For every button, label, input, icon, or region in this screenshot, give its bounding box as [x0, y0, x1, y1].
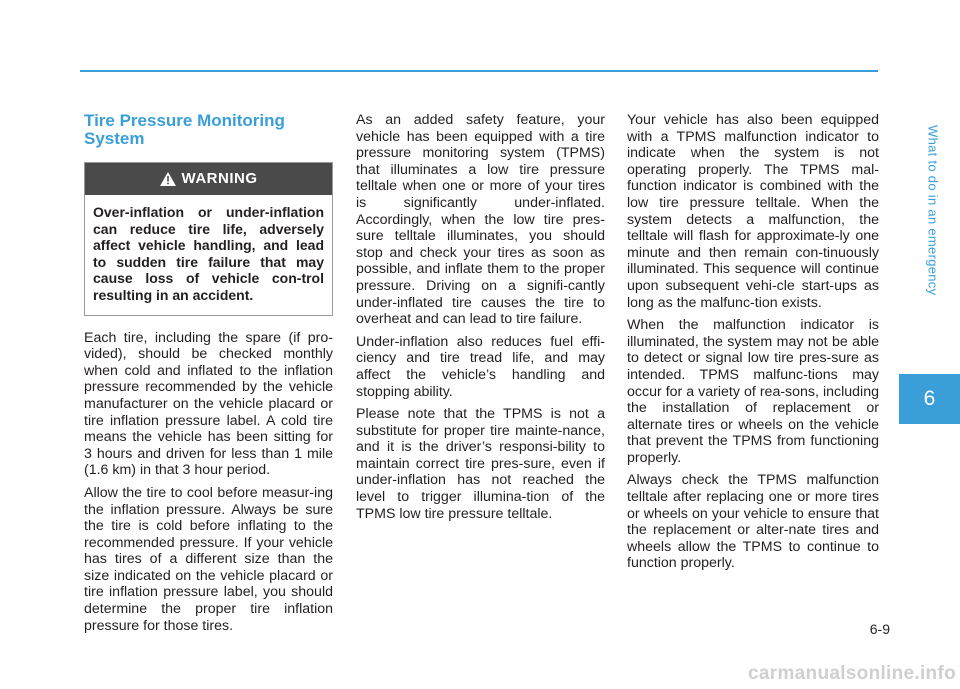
- paragraph: When the malfunction indicator is illuminated, the system may not be able to detect or signal low tire pres-sure as intended. TPMS malfunc-tions may occur for a variety of rea-sons, including the installation of replacement or alternate tires or wheels on the vehicle that prevent the TPMS from functioning properly.: [627, 317, 879, 466]
- paragraph: As an added safety feature, your vehicle has been equipped with a tire pressure monitoring system (TPMS) that illuminates a low tire pressure telltale when one or more of your tires is significantly under-inflated. Accordingly, when the low tire pres-sure telltale illuminates, you should stop and check your tires as soon as possible, and inflate them to the proper pressure. Driving on a signifi-cantly under-inflated tire causes the tire to overheat and can lead to tire failure.: [356, 112, 605, 328]
- top-rule: [80, 70, 878, 72]
- section-title: Tire Pressure Monitoring System: [84, 111, 285, 148]
- column-1: [84, 110, 333, 640]
- column-2: [356, 112, 605, 528]
- chapter-side-label: What to do in an emergency: [925, 124, 941, 296]
- chapter-number-tab[interactable]: [899, 374, 960, 424]
- chapter-number: 6: [923, 387, 936, 410]
- paragraph: Your vehicle has also been equipped with a TPMS malfunction indicator to indicate when the system is not operating properly. The TPMS mal-function indicator is combined with the low tire pressure telltale. When the system detects a malfunction, the telltale will flash for approximate-ly one minute and then remain con-tinuously illuminated. This sequence will continue upon subsequent vehi-cle start-ups as long as the malfunc-tion exists.: [627, 112, 879, 311]
- warning-box: [84, 162, 333, 316]
- warning-triangle-icon: [160, 172, 176, 186]
- warning-label: WARNING: [181, 169, 258, 187]
- paragraph: Please note that the TPMS is not a substitute for proper tire mainte-nance, and it is the driver’s responsi-bility to maintain correct tire pres-sure, even if under-inflation has not reached the level to trigger illumina-tion of the TPMS low tire pressure telltale.: [356, 406, 605, 522]
- column-3: [627, 112, 879, 578]
- warning-header: [85, 163, 332, 195]
- warning-text: Over-inflation or under-inflation can reduce tire life, adversely affect vehicle handling, and lead to sudden tire failure that may cause loss of vehicle con-trol resulting in an accident.: [93, 204, 324, 303]
- paragraph: Always check the TPMS malfunction telltale after replacing one or more tires or wheels on your vehicle to ensure that the replacement or alter-nate tires and wheels allow the TPMS to continue to function properly.: [627, 472, 879, 572]
- paragraph: Under-inflation also reduces fuel effi-ciency and tire tread life, and may affect the vehicle’s handling and stopping ability.: [356, 333, 605, 400]
- paragraph: Each tire, including the spare (if pro-vided), should be checked monthly when cold and inflated to the inflation pressure recommended by the vehicle manufacturer on the vehicle placard or tire inflation pressure label. A cold tire means the vehicle has been sitting for 3 hours and driven for less than 1 mile (1.6 km) in that 3 hour period.: [84, 329, 333, 479]
- watermark: carmanualsonline.info: [748, 663, 956, 684]
- paragraph: Allow the tire to cool before measur-ing the inflation pressure. Always be sure the tire is cold before inflating to the recommended pressure. If your vehicle has tires of a different size than the size indicated on the vehicle placard or tire inflation pressure label, you should determine the proper tire inflation pressure for those tires.: [84, 484, 333, 634]
- page-number: 6-9: [869, 621, 890, 637]
